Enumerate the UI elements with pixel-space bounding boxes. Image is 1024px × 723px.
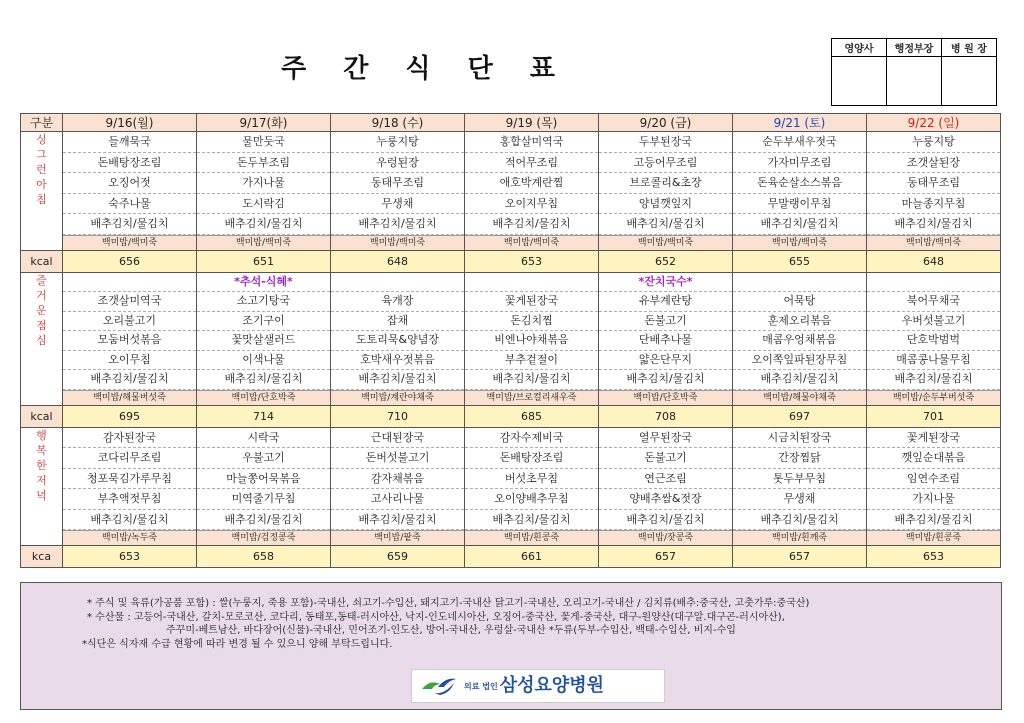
rice-porridge: 백미밥/해물야채죽: [733, 390, 866, 405]
meal-category-char: 운: [36, 303, 47, 317]
dish: 꽃게된장국: [465, 292, 598, 312]
dish: 매콤콩나물무침: [867, 351, 1000, 371]
dish: 잡채: [331, 312, 464, 332]
meal-cell: [733, 132, 867, 251]
dish: 마늘쫑어묵볶음: [197, 469, 330, 490]
dish: 애호박계란찜: [465, 173, 598, 194]
dish: 소고기탕국: [197, 292, 330, 312]
meal-cell: [63, 427, 197, 546]
rice-porridge: 백미밥/브로컬리새우죽: [465, 390, 598, 405]
meal-category-char: 녁: [36, 488, 47, 502]
dish: 우불고기: [197, 448, 330, 469]
day-header: 9/22 (일): [867, 114, 1001, 132]
rice-porridge: 백미밥/팥죽: [331, 530, 464, 545]
dish: 어묵탕: [733, 292, 866, 312]
dish: 모둠버섯볶음: [63, 331, 196, 351]
kcal-value: 714: [197, 405, 331, 427]
kcal-value: 657: [733, 546, 867, 568]
category-header: 구분: [21, 114, 63, 132]
dish: *추석-식혜*: [197, 273, 330, 293]
meal-row-dinner: [21, 427, 1001, 546]
dish: 조기구이: [197, 312, 330, 332]
hospital-name-prefix: 의료 법인: [464, 681, 498, 691]
dish: 돈배탕장조림: [465, 448, 598, 469]
dish: 돈배탕장조림: [63, 153, 196, 174]
rice-porridge: 백미밥/흰깨죽: [733, 530, 866, 545]
meal-category: [21, 132, 63, 251]
meal-cell: [599, 427, 733, 546]
dish: 가지나물: [867, 489, 1000, 510]
note-line: *식단은 식자재 수급 현황에 따라 변경 될 수 있으니 양해 부탁드립니다.: [82, 639, 393, 650]
dish: 배추김치/물김치: [733, 510, 866, 531]
meal-cell: [867, 272, 1001, 405]
dish: 고등어무조림: [599, 153, 732, 174]
dish: 배추김치/물김치: [733, 370, 866, 390]
meal-category-char: 심: [36, 333, 47, 347]
dish: 배추김치/물김치: [331, 214, 464, 235]
dish: 단호박범벅: [867, 331, 1000, 351]
hospital-logo: [411, 669, 665, 703]
dish: 꽃게된장국: [867, 428, 1000, 449]
meal-category-char: 행: [36, 428, 47, 442]
dish: 양념깻잎지: [599, 194, 732, 215]
dish: 배추김치/물김치: [465, 510, 598, 531]
dish: 북어무채국: [867, 292, 1000, 312]
dish: 돈불고기: [599, 448, 732, 469]
dish: 배추김치/물김치: [599, 510, 732, 531]
dish: 깻잎순대볶음: [867, 448, 1000, 469]
dish: 배추김치/물김치: [599, 214, 732, 235]
rice-porridge: 백미밥/백미죽: [197, 235, 330, 250]
hospital-logo-icon: [420, 675, 458, 697]
dish: 돈불고기: [599, 312, 732, 332]
dish: [465, 273, 598, 293]
meal-category-char: 한: [36, 458, 47, 472]
dish: 감자된장국: [63, 428, 196, 449]
approval-box: [831, 38, 997, 106]
rice-porridge: 백미밥/흰콩죽: [465, 530, 598, 545]
kcal-value: 710: [331, 405, 465, 427]
dish: 배추김치/물김치: [63, 510, 196, 531]
dish: 배추김치/물김치: [63, 370, 196, 390]
meal-row-breakfast: [21, 132, 1001, 251]
dish: 배추김치/물김치: [867, 214, 1000, 235]
dish: 미역줄기무침: [197, 489, 330, 510]
dish: [331, 273, 464, 293]
dish: 동태무조림: [331, 173, 464, 194]
rice-porridge: 백미밥/단호박죽: [599, 390, 732, 405]
meal-category-char: 싱: [36, 133, 47, 146]
dish: 얇은단무지: [599, 351, 732, 371]
kcal-value: 653: [63, 546, 197, 568]
dish: 순두부새우젓국: [733, 132, 866, 153]
meal-cell: [63, 272, 197, 405]
dish: 배추김치/물김치: [63, 214, 196, 235]
dish: 배추김치/물김치: [867, 370, 1000, 390]
origin-notes: [20, 582, 1002, 710]
signature-cell: [887, 57, 942, 106]
meal-category-char: 그: [36, 148, 47, 161]
dish: 무생채: [733, 489, 866, 510]
rice-porridge: 백미밥/백미죽: [331, 235, 464, 250]
dish: 오이무침: [63, 351, 196, 371]
approval-dietitian: 영양사: [832, 39, 887, 57]
rice-porridge: 백미밥/단호박죽: [197, 390, 330, 405]
rice-porridge: 백미밥/백미죽: [599, 235, 732, 250]
signature-cell: [832, 57, 887, 106]
dish: [63, 273, 196, 293]
dish: 오징어젓: [63, 173, 196, 194]
dish: 훈제오리볶음: [733, 312, 866, 332]
kcal-label: kcal: [21, 405, 63, 427]
dish: 양배추쌈&젓장: [599, 489, 732, 510]
rice-porridge: 백미밥/백미죽: [867, 235, 1000, 250]
dish: 고사리나물: [331, 489, 464, 510]
kcal-label: kcal: [21, 250, 63, 272]
dish: 배추김치/물김치: [465, 370, 598, 390]
dish: 돈두부조림: [197, 153, 330, 174]
dish: 도토리묵&양념장: [331, 331, 464, 351]
rice-porridge: 백미밥/검정콩죽: [197, 530, 330, 545]
meal-cell: [331, 427, 465, 546]
meal-cell: [331, 132, 465, 251]
rice-porridge: 백미밥/잣콩죽: [599, 530, 732, 545]
meal-cell: [197, 427, 331, 546]
dish: 브로콜리&초장: [599, 173, 732, 194]
dish: 돈육순살소스볶음: [733, 173, 866, 194]
dish: 배추김치/물김치: [733, 214, 866, 235]
dish: [867, 273, 1000, 293]
rice-porridge: 백미밥/백미죽: [733, 235, 866, 250]
dish: 연근조림: [599, 469, 732, 490]
dish: 마늘종지무침: [867, 194, 1000, 215]
meal-cell: [465, 132, 599, 251]
kcal-value: 708: [599, 405, 733, 427]
meal-cell: [867, 427, 1001, 546]
dish: 오이지무침: [465, 194, 598, 215]
hospital-name-text: 삼성요양병원: [499, 675, 605, 697]
dish: 버섯초무침: [465, 469, 598, 490]
header-row: [21, 114, 1001, 132]
rice-porridge: 백미밥/백미죽: [465, 235, 598, 250]
dish: 유부계란탕: [599, 292, 732, 312]
meal-category-char: 거: [36, 288, 47, 302]
dish: 매콤우엉채볶음: [733, 331, 866, 351]
kcal-row: [21, 405, 1001, 427]
meal-cell: [63, 132, 197, 251]
approval-admin-director: 행정부장: [887, 39, 942, 57]
dish: 우렁된장: [331, 153, 464, 174]
meal-cell: [197, 272, 331, 405]
dish: 우버섯불고기: [867, 312, 1000, 332]
day-header: 9/16(월): [63, 114, 197, 132]
meal-cell: [867, 132, 1001, 251]
dish: 비엔나야채볶음: [465, 331, 598, 351]
dish: 가지나물: [197, 173, 330, 194]
meal-cell: [599, 272, 733, 405]
rice-porridge: 백미밥/백미죽: [63, 235, 196, 250]
dish: 육개장: [331, 292, 464, 312]
meal-cell: [465, 427, 599, 546]
dish: 배추김치/물김치: [599, 370, 732, 390]
rice-porridge: 백미밥/해물버섯죽: [63, 390, 196, 405]
dish: 근대된장국: [331, 428, 464, 449]
dish: 가자미무조림: [733, 153, 866, 174]
day-header: 9/21 (토): [733, 114, 867, 132]
dish: 누룽지탕: [331, 132, 464, 153]
page-title: 주 간 식 단 표: [281, 54, 569, 84]
kcal-value: 659: [331, 546, 465, 568]
kcal-label: kca: [21, 546, 63, 568]
meal-cell: [331, 272, 465, 405]
note-line: * 수산물 : 고등어-국내산, 갈치-모로코산, 코다리, 동태포,동태-러시아산, 낙지-인도네시아산, 오징어-중국산, 꽃게-중국산, 대구-원양산(대구알.대구곤-러시아산),: [87, 612, 785, 623]
kcal-value: 685: [465, 405, 599, 427]
meal-category-char: 런: [36, 163, 47, 176]
kcal-value: 648: [867, 250, 1001, 272]
dish: 단배추나물: [599, 331, 732, 351]
rice-porridge: 백미밥/녹두죽: [63, 530, 196, 545]
meal-category-char: 점: [36, 318, 47, 332]
note-line: * 주식 및 육류(가공품 포함) : 쌀(누룽지, 죽용 포함)-국내산, 쇠고기-수입산, 돼지고기-국내산 닭고기-국내산, 오리고기-국내산 / 김치류(배추:중국산, 고춧가루:중국산): [87, 598, 810, 609]
dish: 톳두부무침: [733, 469, 866, 490]
kcal-value: 648: [331, 250, 465, 272]
dish: 두부된장국: [599, 132, 732, 153]
dish: 오이양배추무침: [465, 489, 598, 510]
dish: 배추김치/물김치: [197, 214, 330, 235]
dish: 부추액젓무침: [63, 489, 196, 510]
kcal-value: 701: [867, 405, 1001, 427]
dish: 청포묵김가루무침: [63, 469, 196, 490]
dish: 꽃맛살샐러드: [197, 331, 330, 351]
dish: 동태무조림: [867, 173, 1000, 194]
dish: 무말랭이무침: [733, 194, 866, 215]
dish: 돈김치찜: [465, 312, 598, 332]
dish: 코다리무조림: [63, 448, 196, 469]
dish: 간장찜닭: [733, 448, 866, 469]
kcal-row: [21, 250, 1001, 272]
rice-porridge: 백미밥/계란야채죽: [331, 390, 464, 405]
dish: 물만둣국: [197, 132, 330, 153]
day-header: 9/18 (수): [331, 114, 465, 132]
dish: 배추김치/물김치: [331, 370, 464, 390]
dish: 오리불고기: [63, 312, 196, 332]
dish: 열무된장국: [599, 428, 732, 449]
day-header: 9/20 (금): [599, 114, 733, 132]
rice-porridge: 백미밥/순두부버섯죽: [867, 390, 1000, 405]
dish: 누룽지탕: [867, 132, 1000, 153]
dish: 감자채볶음: [331, 469, 464, 490]
meal-category-char: 복: [36, 443, 47, 457]
dish: 부추겉절이: [465, 351, 598, 371]
rice-porridge: 백미밥/흰콩죽: [867, 530, 1000, 545]
meal-cell: [733, 272, 867, 405]
meal-category-char: 침: [36, 193, 47, 206]
kcal-value: 657: [599, 546, 733, 568]
dish: 시락국: [197, 428, 330, 449]
dish: 임연수조림: [867, 469, 1000, 490]
meal-cell: [733, 427, 867, 546]
dish: 홍합살미역국: [465, 132, 598, 153]
weekly-menu-table: [20, 113, 1001, 568]
kcal-value: 655: [733, 250, 867, 272]
dish: 호박새우젓볶음: [331, 351, 464, 371]
kcal-value: 695: [63, 405, 197, 427]
dish: *잔치국수*: [599, 273, 732, 293]
dish: 이색나물: [197, 351, 330, 371]
dish: 돈버섯불고기: [331, 448, 464, 469]
dish: 숙주나물: [63, 194, 196, 215]
hospital-name: [464, 675, 605, 697]
dish: 배추김치/물김치: [331, 510, 464, 531]
kcal-value: 697: [733, 405, 867, 427]
dish: 들깨묵국: [63, 132, 196, 153]
signature-cell: [942, 57, 997, 106]
meal-category: [21, 427, 63, 546]
meal-category-char: 즐: [36, 273, 47, 287]
kcal-row: [21, 546, 1001, 568]
day-header: 9/17(화): [197, 114, 331, 132]
day-header: 9/19 (목): [465, 114, 599, 132]
dish: 무생채: [331, 194, 464, 215]
dish: 도시락김: [197, 194, 330, 215]
kcal-value: 658: [197, 546, 331, 568]
kcal-value: 653: [465, 250, 599, 272]
note-line: 주꾸미-베트남산, 바다장어(신물)-국내산, 민어조기-인도산, 방어-국내산, 우렁살-국내산 *두류(두부-수입산, 백태-수입산, 비지-수입: [166, 625, 736, 636]
kcal-value: 652: [599, 250, 733, 272]
kcal-value: 653: [867, 546, 1001, 568]
dish: 배추김치/물김치: [465, 214, 598, 235]
meal-category-char: 저: [36, 473, 47, 487]
kcal-value: 656: [63, 250, 197, 272]
dish: 배추김치/물김치: [197, 510, 330, 531]
dish: 시금치된장국: [733, 428, 866, 449]
dish: [733, 273, 866, 293]
meal-category: [21, 272, 63, 405]
kcal-value: 651: [197, 250, 331, 272]
meal-row-lunch: [21, 272, 1001, 405]
meal-cell: [465, 272, 599, 405]
approval-hospital-director: 병 원 장: [942, 39, 997, 57]
meal-cell: [197, 132, 331, 251]
dish: 감자수제비국: [465, 428, 598, 449]
dish: 배추김치/물김치: [197, 370, 330, 390]
dish: 적어무조림: [465, 153, 598, 174]
dish: 오이쪽잎파된장무침: [733, 351, 866, 371]
meal-category-char: 아: [36, 178, 47, 191]
dish: 배추김치/물김치: [867, 510, 1000, 531]
meal-cell: [599, 132, 733, 251]
kcal-value: 661: [465, 546, 599, 568]
dish: 조갯살된장: [867, 153, 1000, 174]
dish: 조갯살미역국: [63, 292, 196, 312]
